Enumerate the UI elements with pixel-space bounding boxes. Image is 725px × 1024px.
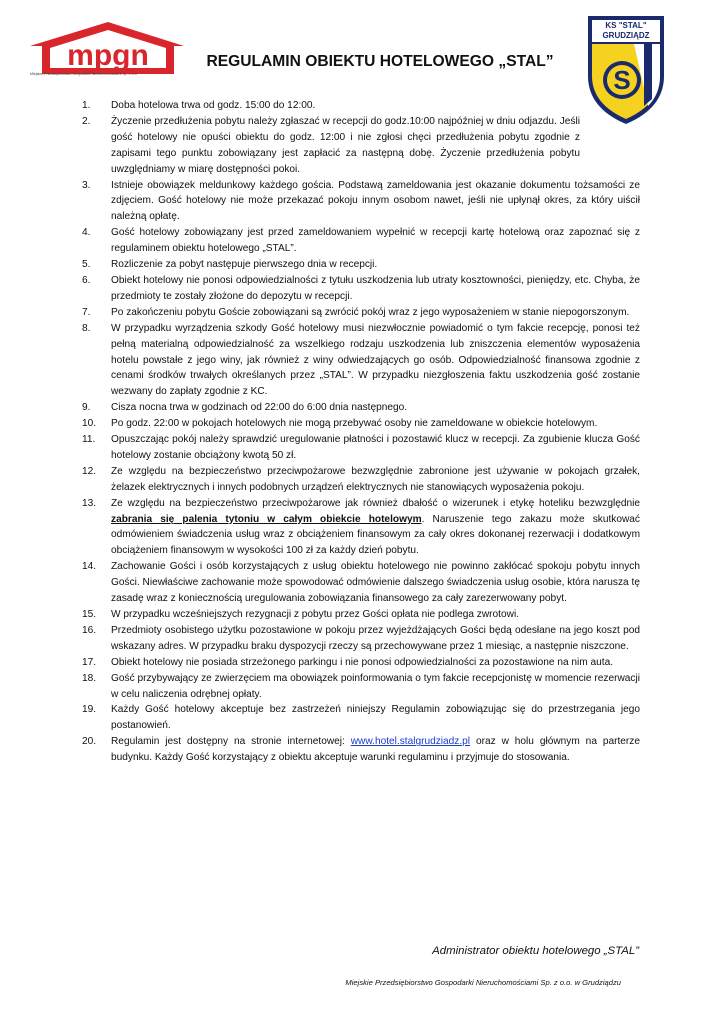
hotel-website-link[interactable]: www.hotel.stalgrudziadz.pl [350,736,471,748]
page-title: REGULAMIN OBIEKTU HOTELOWEGO „STAL” [206,53,554,70]
rule-item: 18. Gość przybywający ze zwierzęciem ma obowiązek poinformowania o tym fakcie recepcjonistę w momencie rezerwacji w celu naliczenia odrębnej opłaty. [82,672,640,700]
crest-club-name: KS "STAL" [605,21,647,30]
rules-list [82,98,640,766]
rule-item: 8. W przypadku wyrządzenia szkody Gość hotelowy musi niezwłocznie powiadomić o tym fakcie recepcję, ponosi też pełną materialną odpowiedzialność za wszelkiego rodzaju uszkodzenia lub zniszczenia elementów wyposażenia hotelu powstałe z jego winy, jak również z winy odwiedzających go osób. Odpowiedzialność finansowa zgodnie z cenami środków trwałych określanych przez „STAL”. W przypadku niezgłoszenia faktu uszkodzenia gość zostanie wezwany do zapłaty zgodnie z KC. [82,322,640,398]
rule-item: 2. Życzenie przedłużenia pobytu należy zgłaszać w recepcji do godz.10:00 najpóźniej w dniu odjazdu. Jeśli gość hotelowy nie opuści obiektu do godz. 12:00 i nie zgłosi chęci przedłużenia pobytu zgodnie z zapisami tego punktu zobowiązany jest zapłacić za następną dobę. Życzenie przedłużenia pobytu uwzględniamy w miarę dostępności pokoi. [82,115,580,175]
rule-item: 20. Regulamin jest dostępny na stronie internetowej: www.hotel.stalgrudziadz.pl oraz w holu głównym na parterze budynku. Każdy Gość korzystający z obiektu akceptuje warunki regulaminu i przyjmuje do stosowania. [82,736,640,764]
rule-item: 14. Zachowanie Gości i osób korzystających z usług obiektu hotelowego nie powinno zakłócać spokoju pobytu innych Gości. Niewłaściwe zachowanie może spowodować odmówienie dalszego świadczenia usług osobie, która narusza tę zasadę wraz z koniecznością uregulowania zobowiązania finansowego za cały zarezerwowany pobyt. [82,561,640,605]
rule-item: 11. Opuszczając pokój należy sprawdzić uregulowanie płatności i pozostawić klucz w recepcji. Za zgubienie klucza Gość hotelowy zostanie obciążony kwotą 50 zł. [82,434,640,461]
rule-item: 15. W przypadku wcześniejszych rezygnacji z pobytu przez Gości opłata nie podlega zwrotowi. [82,609,520,620]
rule-item: 3. Istnieje obowiązek meldunkowy każdego gościa. Podstawą zameldowania jest okazanie dokumentu tożsamości ze zdjęciem. Gość hotelowy nie może przekazać pokoju innym osobom nawet, jeśli nie upłynął okres, za który uiścił należną opłatę. [82,179,640,223]
house-roof-icon [28,20,186,76]
rule-item: 17. Obiekt hotelowy nie posiada strzeżonego parkingu i nie ponosi odpowiedzialności za pozostawione na nim auta. [82,656,614,668]
logo-subtitle: Miejskie Przedsiębiorstwo Gospodarki Nieruchomościami Sp. z o.o. [30,72,138,76]
footer: Miejskie Przedsiębiorstwo Gospodarki Nieruchomościami Sp. z o.o. w Grudziądzu [345,978,621,987]
logo-text: mpgn [67,39,149,72]
rule-item: 1. Doba hotelowa trwa od godz. 15:00 do 12:00. [82,100,316,111]
rule-item: 4. Gość hotelowy zobowiązany jest przed zameldowaniem wypełnić w recepcji kartę hotelową oraz zapoznać się z regulaminem obiektu hotelowego „STAL”. [82,227,640,255]
rule-item: 19. Każdy Gość hotelowy akceptuje bez zastrzeżeń niniejszy Regulamin zobowiązując się do przestrzegania jego postanowień. [82,704,640,732]
rule-item: 13. Ze względu na bezpieczeństwo przeciwpożarowe jak również dbałość o wizerunek i etykę hoteliku bezwzględnie zabrania się palenia tytoniu w całym obiekcie hotelowym. Naruszenie tego zakazu może skutkować odmówieniem świadczenia usług wraz z obciążeniem finansowym za cały okres dokonanej rezerwacji i dodatkowym obciążeniem finansowym w wysokości 100 zł za każdy dzień pobytu. [82,497,640,557]
rule-item: 16. Przedmioty osobistego użytku pozostawione w pokoju przez wyjeżdżających Gości będą odesłane na jego koszt pod wskazany adres. W przypadku braku dyspozycji rzeczy są przechowywane przez 1 miesiąc, a następnie niszczone. [82,624,640,652]
rule-item: 10. Po godz. 22:00 w pokojach hotelowych nie mogą przebywać osoby nie zameldowane w obiekcie hotelowym. [82,418,598,430]
crest-letter: S [613,65,631,95]
rule-item: 7. Po zakończeniu pobytu Goście zobowiązani są zwrócić pokój wraz z jego wyposażeniem w stanie niepogorszonym. [82,306,630,318]
rule-item: 6. Obiekt hotelowy nie ponosi odpowiedzialności z tytułu uszkodzenia lub utraty kosztowności, pieniędzy, etc. Chyba, że przedmioty te zostały złożone do depozytu w recepcji. [82,274,640,302]
rule-item: 5. Rozliczenie za pobyt następuje pierwszego dnia w recepcji. [82,259,378,271]
signature: Administrator obiektu hotelowego „STAL” [432,945,639,957]
crest-city: GRUDZIĄDZ [602,31,650,40]
no-smoking-emphasis: zabrania się palenia tytoniu w całym obiekcie hotelowym [111,513,422,525]
rule-item: 9. Cisza nocna trwa w godzinach od 22:00 do 6:00 dnia następnego. [82,402,408,414]
rule-item: 12. Ze względu na bezpieczeństwo przeciwpożarowe bezwzględnie zabronione jest używanie w pokojach grzałek, żelazek elektrycznych i innych podobnych urządzeń elektrycznych nie stanowiących wyposażenia pokoju. [82,465,640,493]
